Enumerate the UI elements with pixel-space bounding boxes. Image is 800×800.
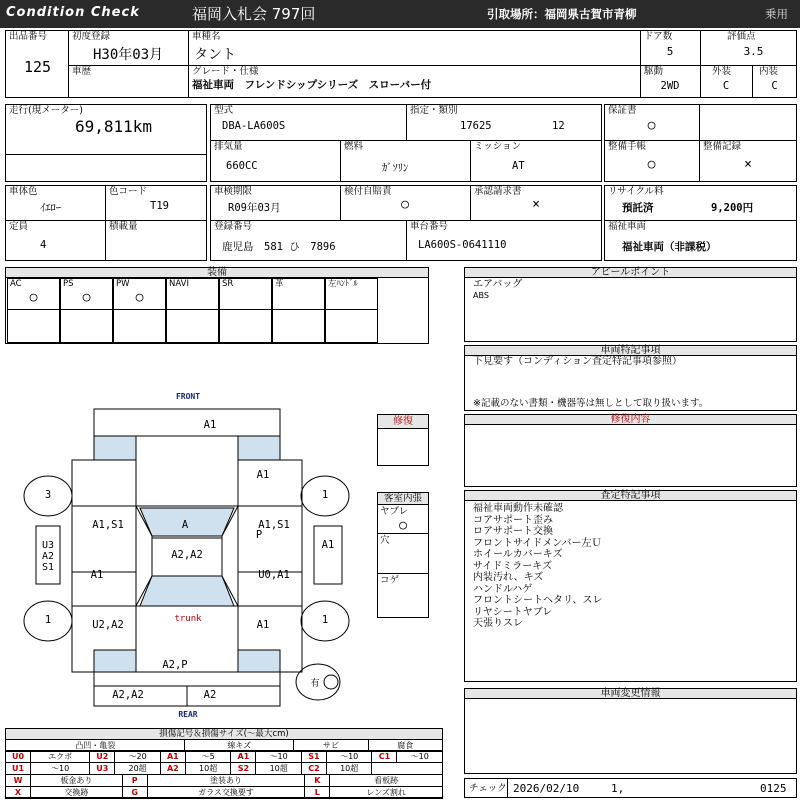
equipment-3 [113,278,166,310]
recycle-fee: 9,200円 [711,202,754,214]
equipment-label: PW [116,279,130,289]
header-bar [0,0,800,28]
check-bar [464,778,797,798]
car-name-value: タント [194,47,236,63]
equipment-label: 左ﾊﾝﾄﾞﾙ [328,279,358,289]
rear-door-left-damage: U2,A2 [92,619,124,631]
legend-code: A2 [160,763,185,775]
auction-title: 福岡入札会 797回 [192,5,316,23]
rear-left-damage: A1 [90,569,104,581]
color-code-label: 色コード [109,186,148,197]
doors-label: ドア数 [644,31,673,42]
legend-code: U2 [90,751,115,763]
legend-code: K [305,775,330,787]
legend-desc: エクボ [31,751,90,763]
check-label: チェック [469,783,507,794]
maintenance-record-label: 整備記録 [703,141,742,152]
color-code-value: T19 [150,200,169,212]
exterior-label: 外装 [712,66,732,77]
equipment-mark: ○ [29,290,38,305]
transmission-label: ミッション [474,141,522,152]
equipment-empty-cell [272,310,325,343]
legend-code: L [305,787,330,799]
equipment-1 [7,278,60,310]
legend-code: U1 [6,763,31,775]
spare-label: 有 [310,679,320,689]
legend-desc: 塗装あり [147,775,305,787]
appeal-line-1: エアバッグ [473,279,523,290]
equipment-empty-cell [60,310,113,343]
legend-desc: ガラス交換要す [147,787,305,799]
windshield-damage: A [181,519,189,531]
legend-desc: 〜10 [31,763,90,775]
legend-group: 腐食 [368,740,442,752]
interior-label: 内装 [759,66,779,77]
interior-burn-label: コゲ [380,575,400,586]
equipment-4 [166,278,219,310]
legend-title: 損傷記号＆損傷サイズ(〜最大cm) [6,729,442,740]
front-bumper-damage: A1 [203,419,217,431]
warranty-value: ○ [647,118,656,133]
legend-code: S1 [301,751,326,763]
recycle-label: リサイクル料 [608,186,664,197]
maintenance-label: 整備手帳 [608,141,647,152]
repair-title: 修復 [378,415,428,429]
legend-desc: 〜20 [115,751,161,763]
inspection-note-line: 内装汚れ、キズ [473,572,544,583]
special-notes-title: 車両特記事項 [465,346,796,356]
appeal-box [464,267,797,342]
rear-bumper-left-damage: A2,A2 [112,689,144,701]
class-value: 12 [552,120,565,132]
displacement-value: 660CC [226,160,258,172]
front-right-damage: A1,S1 [258,519,290,531]
check-date: 2026/02/10 [513,782,580,795]
maintenance-record-value: × [744,157,752,172]
plate-label: 登録番号 [214,221,253,232]
grade-label: グレード・仕様 [192,66,259,77]
legend-code: P [122,775,147,787]
welfare-label: 福祉車両 [608,221,647,232]
roof-damage: A2,A2 [171,549,203,561]
fuel-value: ｶﾞｿﾘﾝ [382,162,409,174]
equipment-empty-cell [113,310,166,343]
doors-value: 5 [666,45,674,58]
appeal-title: アピールポイント [465,268,796,278]
equipment-empty-cell [219,310,272,343]
tire-rear-right: 1 [321,614,329,626]
special-line-4: ※記載のない書類・機器等は無しとして取り扱います。 [473,398,709,409]
history-label: 車歴 [72,66,92,77]
inspection-note-line: サイドミラーキズ [473,560,553,572]
legend-desc: 10超 [256,763,302,775]
inspection-note-line: フロントシートヘタリ、スレ [473,595,603,606]
legend-code: X [6,787,31,799]
model-type-label: 型式 [214,105,234,116]
special-line-1: 下見要す（コンディション査定特記事項参照） [473,356,682,367]
legend-code: A1 [160,751,185,763]
inspection-note-line: コアサポート歪み [473,514,553,526]
color-value: ｲｴﾛｰ [40,202,61,214]
plate-value: 鹿児島 581 ひ 7896 [222,241,336,253]
category-label: 乗用 [765,7,788,21]
equipment-label: 革 [275,279,284,289]
welfare-value: 福祉車両（非課税） [622,241,717,253]
legend-desc: 〜5 [185,751,231,763]
repair-content-box [464,414,797,487]
change-info-title: 車両変更情報 [465,689,796,699]
pickup-location: 引取場所：福岡県古賀市青柳 [487,7,637,21]
equipment-5 [219,278,272,310]
self-liability-label: 検付自賠責 [344,186,392,197]
interior-tear-label: ヤブレ [380,506,409,517]
chassis-label: 車台番号 [410,221,449,232]
check-num: 1, [611,782,625,795]
tire-rear-left: 1 [44,614,52,626]
legend-desc: 〜10 [256,751,302,763]
equipment-2 [60,278,113,310]
color-label: 車体色 [9,186,38,197]
grade-value: 福祉車両 フレンドシップシリーズ スローバー付 [192,79,432,91]
interior-box-title: 客室内張 [378,493,428,505]
fuel-label: 燃料 [344,141,364,152]
repair-content-title: 修復内容 [465,415,796,425]
inspection-notes-box [464,490,797,682]
side-right-damage: A1 [321,539,335,551]
rear-right-damage: U0,A1 [258,569,290,581]
maintenance-value: ○ [647,157,656,172]
inspection-note-line: フロントサイドメンバー左Ｕ [473,537,602,549]
equipment-6 [272,278,325,310]
designation-value: 17625 [460,120,492,132]
legend-desc: 看板跡 [330,775,443,787]
car-name-label: 車種名 [192,31,221,42]
legend-group: 凸凹・亀裂 [6,740,185,752]
approval-value: × [532,197,540,212]
legend-code: A1 [231,751,256,763]
front-left-damage: A1,S1 [92,519,124,531]
inspection-note-line: 福祉車両動作未確認 [473,503,563,514]
check-code: 0125 [760,782,787,795]
interior-value: C [771,80,778,92]
equipment-empty-cell [7,310,60,343]
score-value: 3.5 [743,45,764,58]
legend-code: G [122,787,147,799]
fender-right-damage: A1 [256,469,270,481]
equipment-label: SR [222,279,234,289]
lot-no-label: 出品番号 [9,31,48,42]
approval-label: 承認請求書 [474,186,522,197]
inspection-note-line: ホイールカバーキズ [473,549,563,560]
equipment-mark: ○ [135,290,144,305]
inspection-note-line: ハンドルハゲ [473,583,533,595]
equipment-label: AC [10,279,22,289]
rear-bumper-right-damage: A2 [203,689,217,701]
inspection-note-line: リヤシートヤブレ [473,606,553,618]
legend-desc: レンズ割れ [330,787,443,799]
displacement-label: 排気量 [214,141,243,152]
exterior-value: C [722,80,730,92]
appeal-line-2: ABS [473,291,489,300]
inspection-value: R09年03月 [228,202,281,214]
legend-desc: 〜10 [326,751,372,763]
front-right-p-damage: P [255,529,263,541]
back-damage: A2,P [162,659,188,671]
legend-codes [5,750,443,775]
legend-desc: 20超 [115,763,161,775]
first-reg-value: H30年03月 [93,47,164,63]
repair-box [377,414,429,466]
self-liability-value: ○ [401,197,409,212]
side-left-damage: U3 A2 S1 [41,540,55,573]
legend-desc: 交換跡 [31,787,123,799]
equipment-7 [325,278,378,310]
interior-box [377,492,429,618]
legend-desc: 10超 [185,763,231,775]
brand-title: Condition Check [6,5,140,20]
legend-desc: 10超 [326,763,372,775]
inspection-label: 車検期限 [214,186,253,197]
chassis-value: LA600S-0641110 [418,239,507,251]
legend-code: S2 [231,763,256,775]
warranty-label: 保証書 [608,105,637,116]
designation-label: 指定・類別 [410,105,458,116]
equipment-empty-cell [325,310,378,343]
equipment-label: PS [63,279,74,289]
legend-code: W [6,775,31,787]
transmission-value: AT [512,160,525,172]
model-type-value: DBA-LA600S [222,120,286,132]
mileage-label: 走行(現メーター) [9,105,83,116]
first-reg-label: 初度登録 [72,31,111,42]
recycle-status: 預託済 [622,202,654,214]
rear-label: REAR [178,710,198,719]
change-info-box [464,688,797,774]
equipment-label: NAVI [169,279,189,289]
equipment-mark: ○ [82,290,91,305]
drive-label: 駆動 [644,66,664,77]
legend-marks [5,774,443,799]
front-label: FRONT [175,392,201,401]
equipment-title: 装備 [6,268,428,278]
capacity-value: 4 [40,239,47,251]
inspection-note-line: 天張りスレ [473,618,523,629]
tire-front-left: 3 [44,489,52,501]
rear-door-right-damage: A1 [256,619,270,631]
legend-group: 線キズ [185,740,294,752]
legend-code: U3 [90,763,115,775]
legend-group: サビ [294,740,368,752]
capacity-label: 定員 [9,221,29,232]
inspection-note-line: ロアサポート交換 [473,526,553,537]
lot-no-value: 125 [24,58,52,76]
mileage-value: 69,811km [75,117,153,136]
special-notes-box [464,345,797,411]
tire-front-right: 1 [321,489,329,501]
legend-desc: 〜10 [397,751,443,763]
legend-code: C1 [372,751,397,763]
load-label: 積載量 [109,221,138,232]
score-label: 評価点 [727,31,756,42]
drive-value: 2WD [660,80,680,92]
trunk-label: trunk [174,614,202,624]
interior-tear-mark: ○ [399,518,407,533]
inspection-notes-title: 査定特記事項 [465,491,796,501]
legend-desc: 板金あり [31,775,123,787]
equipment-empty-cell [166,310,219,343]
interior-hole-label: 穴 [380,535,390,546]
legend-code: C2 [301,763,326,775]
legend-code: U0 [6,751,31,763]
